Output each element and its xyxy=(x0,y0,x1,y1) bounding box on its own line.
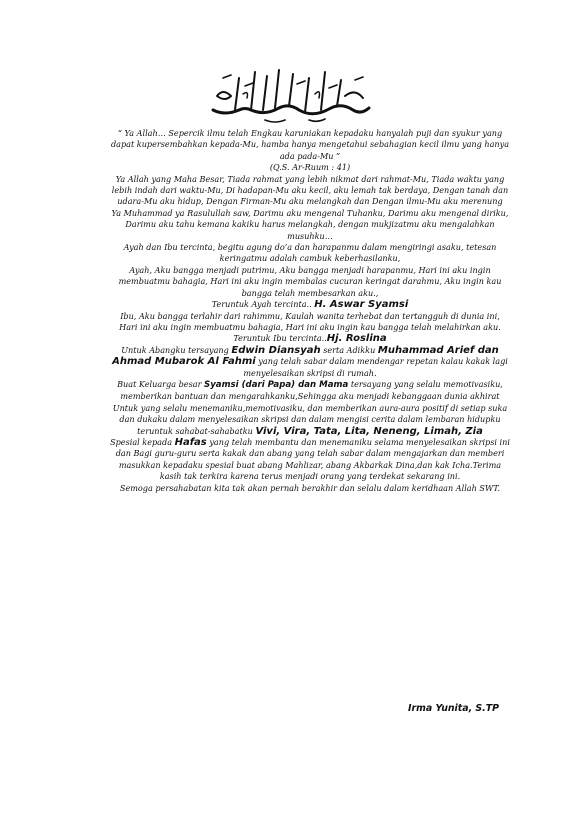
father-name: H. Aswar Syamsi xyxy=(314,299,409,311)
paragraph-prayer-allah: Ya Allah yang Maha Besar, Tiada rahmat yang lebih nikmat dari rahmat-Mu, Tiada waktu yang lebih indah dari waktu-Mu, Di hadapan-Mu aku kecil, aku lemah tak berdaya, Dengan tanah dan udara-Mu aku hidup, Dengan Firman-Mu aku melangkah dan Dengan ilmu-Mu aku merenung xyxy=(111,173,509,207)
siblings-lead: Untuk Abangku tersayang xyxy=(121,344,229,355)
paragraph-parents: Ayah dan Ibu tercinta, begitu agung do’a dan harapanmu dalam mengiringi asaku, tetesan keringatmu adalah cambuk keberhasilanku, xyxy=(123,242,497,264)
brother-name: Edwin Diansyah xyxy=(231,344,321,356)
paragraph-father xyxy=(110,265,510,311)
friends-names: Vivi, Vira, Tata, Lita, Neneng, Limah, Zia xyxy=(255,425,483,437)
paragraph-mother-text: Ibu, Aku bangga terlahir dari rahimmu, Kaulah wanita terhebat dan tertangguh di dunia ini, Hari ini aku ingin membuatmu bahagia, Hari ini aku ingin kau bangga telah melahirkan aku. xyxy=(119,310,501,332)
mother-dedication-lead: Teruntuk Ibu tercinta.. xyxy=(233,333,327,344)
special-tail: yang telah membantu dan menemaniku selama menyelesaikan skripsi ini dan Bagi guru-guru serta kakak dan abang yang telah sabar dalam mengajarkan dan memberi masukkan kepadaku spesial buat abang Mahlizar, abang Akbarkak Dina,dan kak Icha.Terima kasih tak terkira karena terus menjadi orang yang terdekat sekarang ini. xyxy=(115,436,510,482)
paragraph-friends xyxy=(110,403,510,494)
paragraph-prophet: Ya Muhammad ya Rasulullah saw, Darimu aku mengenal Tuhanku, Darimu aku mengenal diriku, Darimu aku tahu kemana kakiku harus melangkah, dengan mukjizatmu aku mengalahkan musuhku… xyxy=(111,207,509,241)
quote-text: “ Ya Allah… Sepercik ilmu telah Engkau karuniakan kepadaku hanyalah puji dan syukur yang dapat kupersembahkan kepada-Mu, hamba hanya mengetahui sebahagian kecil ilmu yang hanya ada pada-Mu ” xyxy=(110,128,510,161)
friends-lead: Untuk yang selalu menemaniku,memotivasiku, dan memberikan aura-aura positif di setiap suka dan dukaku dalam menyelesaikan skripsi dan dalam mengisi cerita dalam lembaran hidupku teruntuk sahabat-sahabatku xyxy=(112,402,508,436)
siblings-mid: serta Adikku xyxy=(323,344,376,355)
family-lead: Buat Keluarga besar xyxy=(117,378,202,389)
signature: Irma Yunita, S.TP xyxy=(407,703,499,714)
dedication-text xyxy=(110,128,510,494)
paragraph-father-text: Ayah, Aku bangga menjadi putrimu, Aku bangga menjadi harapanmu, Hari ini aku ingin membuatmu bahagia, Hari ini aku ingin membalas cucuran keringat darahmu, Aku ingin kau bangga telah membesarkan aku., xyxy=(118,264,502,298)
family-name: Syamsi (dari Papa) dan Mama xyxy=(204,379,349,390)
basmala-ornament xyxy=(0,66,579,124)
paragraph-siblings xyxy=(110,345,510,379)
father-dedication-lead: Teruntuk Ayah tercinta.. xyxy=(211,299,312,310)
family-tail: tersayang yang selalu memotivasiku, memberikan bantuan dan mengarahkanku,Sehingga aku menjadi kebanggaan dunia akhirat xyxy=(120,378,503,402)
closing-wish: Semoga persahabatan kita tak akan pernah berakhir dan selalu dalam keridhaan Allah SWT. xyxy=(119,482,501,493)
paragraph-family xyxy=(110,379,510,403)
younger-siblings-names: Muhammad Arief dan Ahmad Mubarok Al Fahmi xyxy=(112,344,499,368)
basmala-icon xyxy=(205,66,375,124)
quote-source: (Q.S. Ar-Ruum : 41) xyxy=(269,162,351,173)
siblings-tail: yang telah sabar dalam mendengar repetan kalau kakak lagi menyelesaikan skripsi di rumah. xyxy=(243,356,508,378)
special-name: Hafas xyxy=(174,436,207,448)
paragraph-mother xyxy=(110,311,510,345)
mother-name: Hj. Roslina xyxy=(326,333,387,345)
special-lead: Spesial kepada xyxy=(110,436,173,447)
